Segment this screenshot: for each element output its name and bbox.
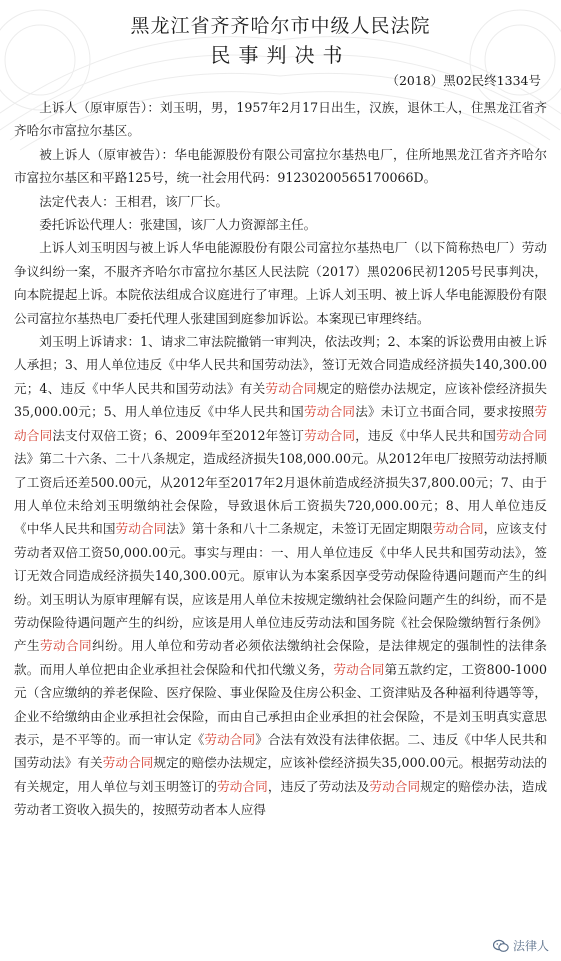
wechat-logo-icon — [493, 939, 509, 953]
highlighted-keyword: 劳动合同 — [333, 661, 385, 677]
case-number: （2018）黑02民终1334号 — [386, 73, 541, 88]
highlighted-keyword: 劳动合同 — [115, 521, 167, 537]
paragraph — [14, 96, 547, 143]
document-title: 民事判决书 — [210, 43, 351, 67]
text-run: 》合法有效没有法律依据。二、违反《中华人民共和国劳动法》有关 — [14, 731, 548, 771]
text-run: ，违反《中华人民共和国 — [355, 427, 497, 443]
paragraph — [14, 236, 547, 330]
paragraph — [14, 143, 547, 190]
highlighted-keyword: 劳动合同 — [102, 755, 154, 771]
court-name: 黑龙江省齐齐哈尔市中级人民法院 — [130, 15, 431, 37]
text-run: 法定代表人：王相君，该厂厂长。 — [39, 193, 229, 209]
text-run: 纠纷。用人单位和劳动者必须依法缴纳社会保险，是法律规定的强制性的法律条款。而用人单位把由企业承担社会保险和代扣代缴义务， — [14, 638, 548, 677]
highlighted-keyword: 劳动合同 — [304, 427, 356, 443]
text-run: 法》第十条和八十二条规定，未签订无固定期限 — [166, 521, 433, 537]
highlighted-keyword: 劳动合同 — [303, 404, 356, 420]
wechat-watermark — [489, 936, 553, 955]
text-run: ，违反了劳动法及 — [267, 778, 370, 794]
text-run: 第五款约定，工资800-1000元（含应缴纳的养老保险、医疗保险、事业保险及住房公积金、工资津贴及各种福利待遇等等，企业不给缴纳由企业承担社会保险，而由自己承担由企业承担的社会保险，不是刘玉明真实意思表示，是不平等的。而一审认定《 — [14, 661, 548, 747]
highlighted-keyword: 劳动合同 — [40, 638, 93, 654]
highlighted-keyword: 劳动合同 — [265, 380, 317, 396]
highlighted-keyword: 劳动合同 — [14, 404, 548, 443]
paragraph — [14, 330, 547, 822]
text-run: 法支付双倍工资；6、2009年至2012年签订 — [52, 427, 305, 443]
text-run: 刘玉明上诉请求：1、请求二审法院撤销一审判决，依法改判；2、本案的诉讼费用由被上诉人承担；3、用人单位违反《中华人民共和国劳动法》，签订无效合同造成经济损失140,300.00元；4、违反《中华人民共和国劳动法》有关 — [14, 334, 547, 396]
wechat-account-label: 法律人 — [512, 939, 549, 953]
paragraph — [14, 190, 547, 213]
text-run: 规定的赔偿办法规定，应该补偿经济损失35,000.00元。根据劳动法的有关规定，用人单位与刘玉明签订的 — [14, 755, 548, 794]
highlighted-keyword: 劳动合同 — [217, 778, 268, 794]
text-run: 上诉人刘玉明因与被上诉人华电能源股份有限公司富拉尔基热电厂（以下简称热电厂）劳动争议纠纷一案，不服齐齐哈尔市富拉尔基区人民法院（2017）黑0206民初1205号民事判决，向本院提起上诉。本院依法组成合议庭进行了审理。上诉人刘玉明、被上诉人华电能源股份有限公司富拉尔基热电厂委托代理人张建国到庭参加诉讼。本案现已审理终结。 — [14, 240, 547, 326]
text-run: 被上诉人（原审被告）：华电能源股份有限公司富拉尔基热电厂，住所地黑龙江省齐齐哈尔市富拉尔基区和平路125号，统一社会用代码：91230200565170066D。 — [14, 146, 547, 186]
highlighted-keyword: 劳动合同 — [369, 778, 421, 794]
text-run: 法》未订立书面合同，要求按照 — [355, 404, 535, 420]
highlighted-keyword: 劳动合同 — [432, 521, 484, 537]
text-run: 规定的赔偿办法规定，应该补偿经济损失35,000.00元；5、用人单位违反《中华人民共和国 — [14, 380, 548, 420]
text-run: 规定的赔偿办法，造成劳动者工资收入损失的，按照劳动者本人应得 — [14, 778, 548, 818]
highlighted-keyword: 劳动合同 — [204, 731, 256, 747]
text-run: 上诉人（原审原告）：刘玉明，男，1957年2月17日出生，汉族，退休工人，住黑龙江省齐齐哈尔市富拉尔基区。 — [14, 100, 547, 139]
text-run: 委托诉讼代理人：张建国，该厂人力资源部主任。 — [39, 217, 317, 233]
text-run: 法》第二十六条、二十八条规定，造成经济损失108,000.00元。从2012年电厂按照劳动法捋顺了工资后还差500.00元，从2012年至2017年2月退休前造成经济损失37,800.00元；7、由于用人单位未给刘玉明缴纳社会保险，导致退休后工资损失720,000.00元；8、用人单位违反《中华人民共和国 — [14, 451, 547, 537]
paragraph — [14, 213, 547, 236]
judgment-body — [14, 96, 547, 822]
highlighted-keyword: 劳动合同 — [496, 427, 547, 443]
text-run: ，应该支付劳动者双倍工资50,000.00元。事实与理由：一、用人单位违反《中华人民共和国劳动法》，签订无效合同造成经济损失140,300.00元。原审认为本案系因享受劳动保险待遇问题而产生的纠纷。刘玉明认为原审理解有误，应该是用人单位未按规定缴纳社会保险问题产生的纠纷，而不是劳动保险待遇问题产生的纠纷，应该是用人单位违反劳动法和国务院《社会保险缴纳暂行条例》产生 — [14, 521, 548, 654]
